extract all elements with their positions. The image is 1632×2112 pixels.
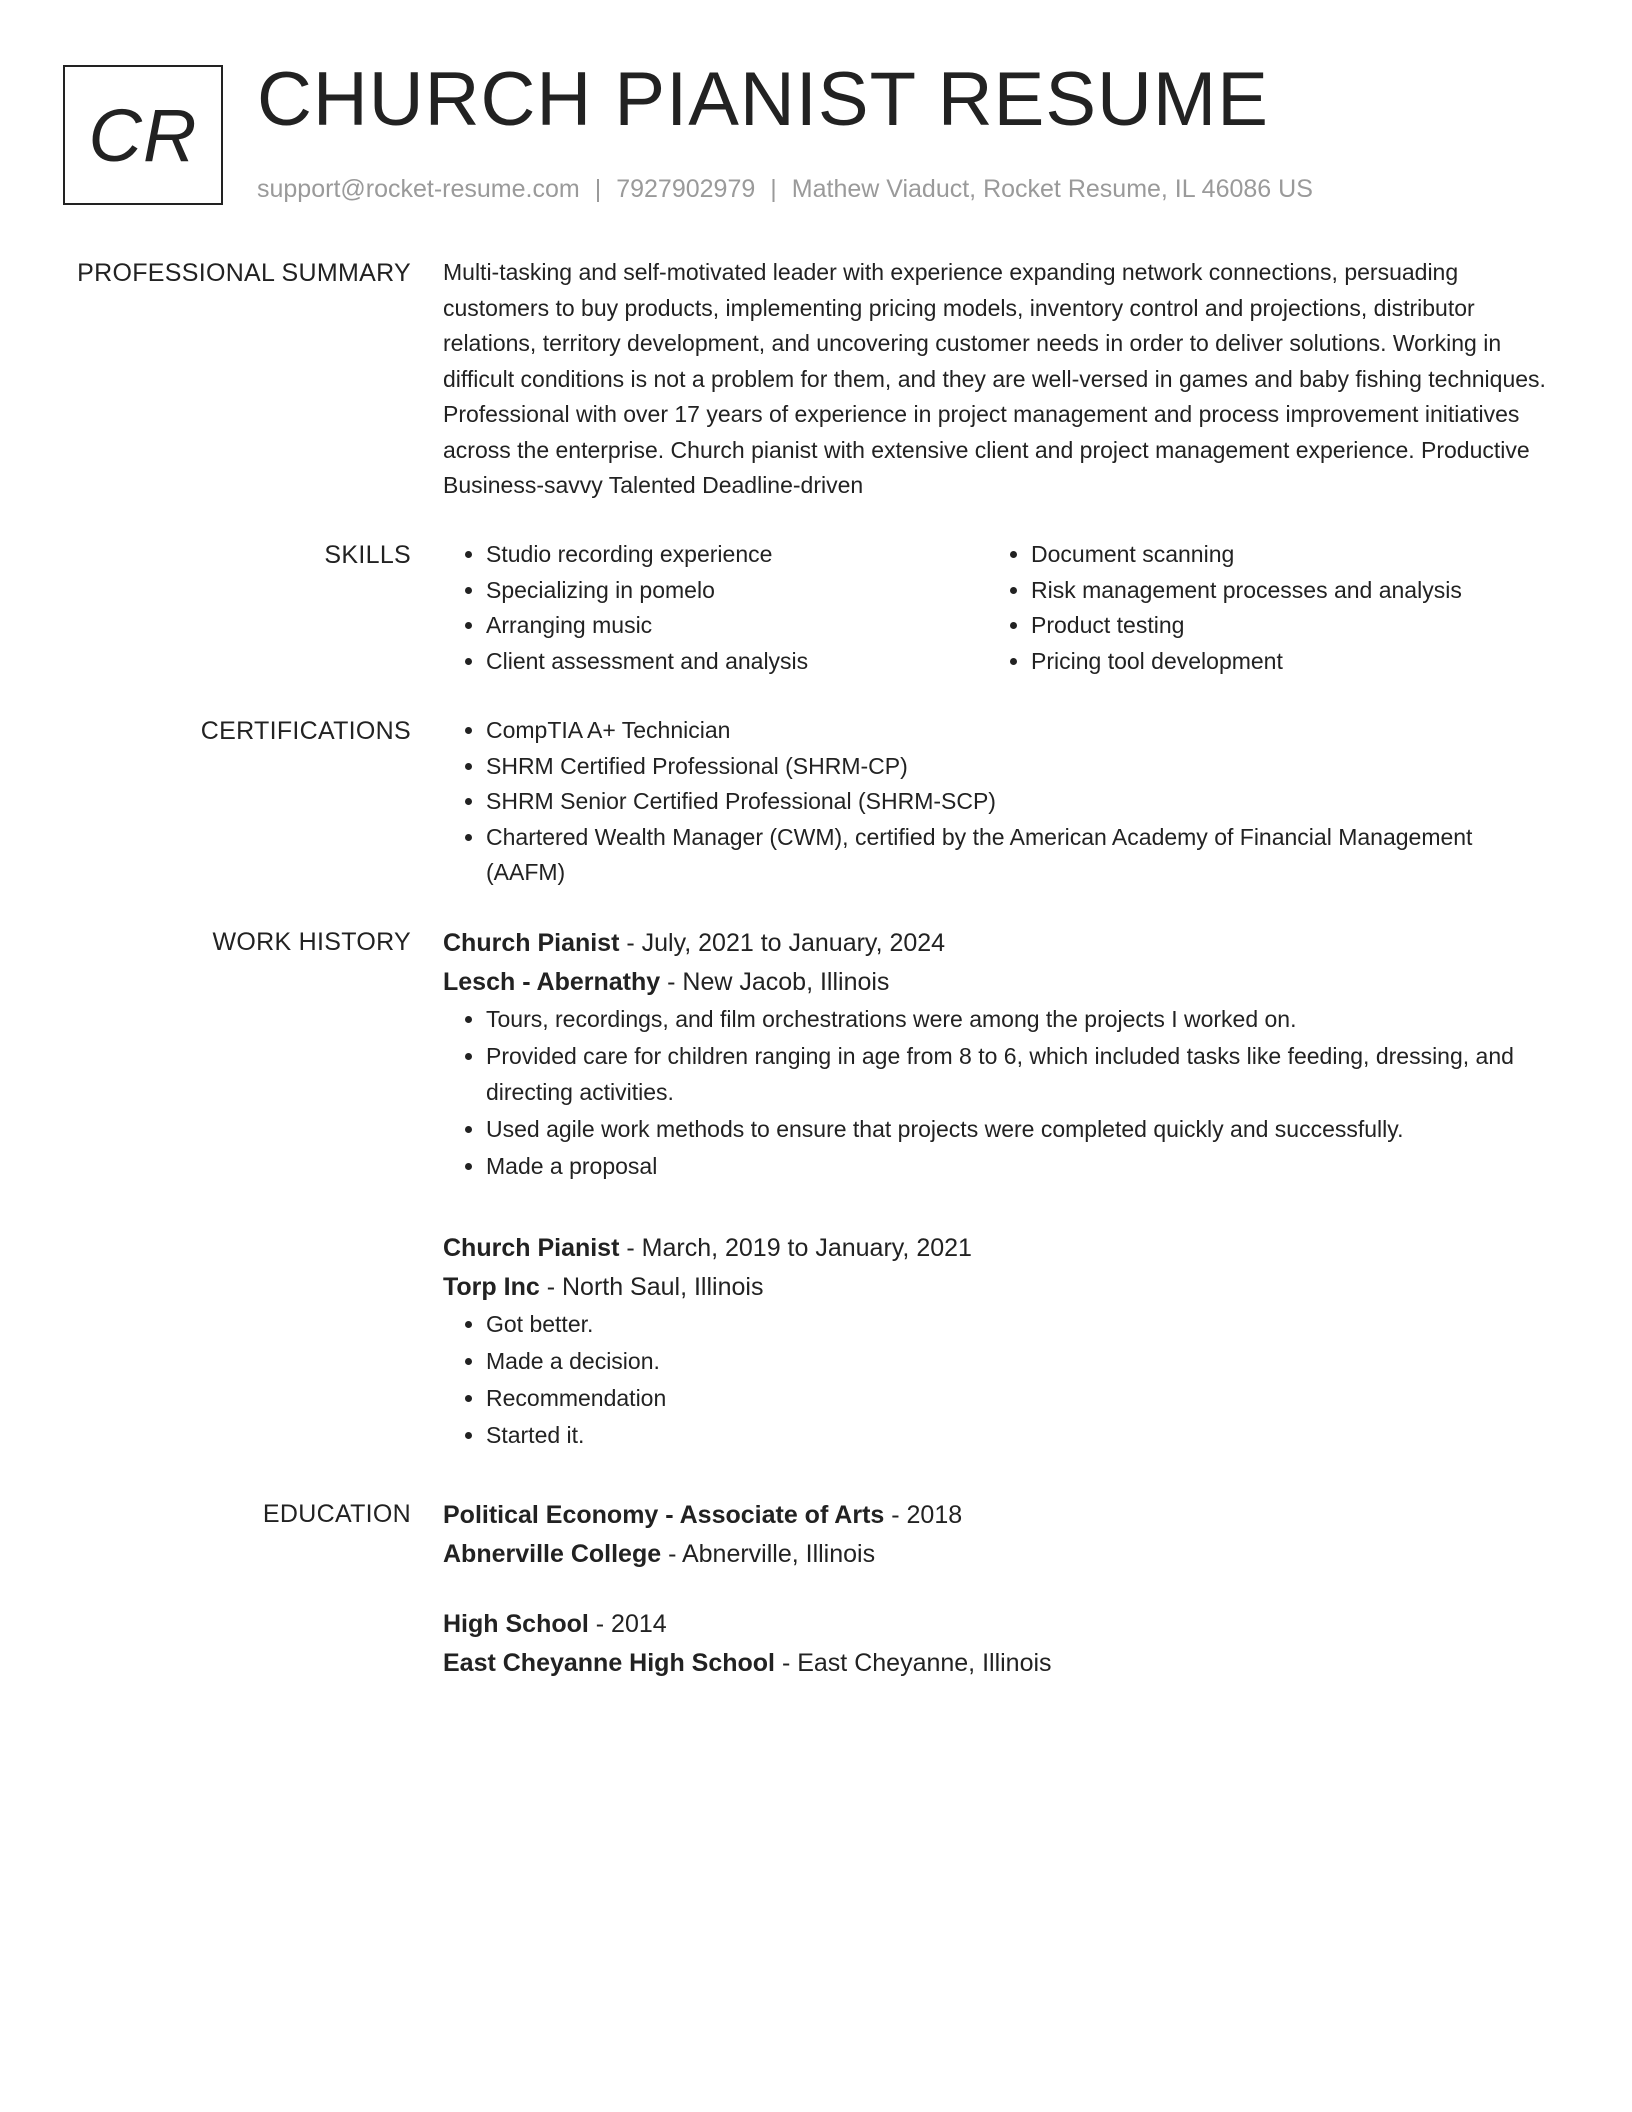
- skills-label: SKILLS: [324, 541, 411, 569]
- education-degree: Political Economy - Associate of Arts: [443, 1501, 885, 1529]
- skills-list: [443, 537, 1553, 679]
- contact-separator: |: [594, 175, 602, 203]
- contact-phone: 7927902979: [616, 175, 756, 203]
- summary-body: [443, 255, 1553, 504]
- skill-item: • Pricing tool development: [1031, 644, 1533, 680]
- education-school-line: [443, 1535, 1553, 1574]
- summary-text: Multi-tasking and self-motivated leader with experience expanding network connections, persuading customers to buy products, implementing pricing models, inventory control and projections, distributor relations, territory development, and uncovering customer needs in order to deliver solutions. Working in difficult conditions is not a problem for them, and they are well-versed in games and baby fishing techniques. Professional with over 17 years of experience in project management and process improvement initiatives across the enterprise. Church pianist with extensive client and project management experience. Productive Business-savvy Talented Deadline-driven: [443, 259, 1546, 498]
- education-location: - Abnerville, Illinois: [661, 1540, 876, 1568]
- contact-line: [257, 174, 1313, 204]
- job-title-line: [443, 924, 1553, 963]
- job-bullets: [443, 1307, 1553, 1454]
- job-entry: [443, 924, 1553, 1184]
- education-school-line: [443, 1644, 1553, 1683]
- education-year: - 2014: [588, 1610, 667, 1638]
- certification-item: • SHRM Senior Certified Professional (SHRM-SCP): [486, 784, 1553, 820]
- job-bullets: [443, 1002, 1553, 1184]
- education-degree-line: [443, 1605, 1553, 1644]
- skill-item: • Product testing: [1031, 608, 1533, 644]
- job-company: Lesch - Abernathy: [443, 968, 661, 996]
- monogram-initials: CR: [88, 93, 198, 177]
- skill-item: • Studio recording experience: [486, 537, 988, 573]
- contact-email: support@rocket-resume.com: [257, 175, 580, 203]
- job-company-line: [443, 963, 1553, 1002]
- job-bullet: • Provided care for children ranging in age from 8 to 6, which included tasks like feeding, dressing, and directing activities.: [486, 1039, 1553, 1110]
- job-location: - North Saul, Illinois: [539, 1273, 764, 1301]
- job-location: - New Jacob, Illinois: [660, 968, 890, 996]
- education-body: [443, 1496, 1553, 1574]
- education-body: [443, 1605, 1553, 1683]
- summary-label: PROFESSIONAL SUMMARY: [77, 259, 411, 287]
- certifications-label: CERTIFICATIONS: [200, 717, 411, 745]
- certification-item: • SHRM Certified Professional (SHRM-CP): [486, 749, 1553, 785]
- skill-item: • Specializing in pomelo: [486, 573, 988, 609]
- skills-column-right: [988, 537, 1533, 679]
- education-degree-line: [443, 1496, 1553, 1535]
- work-history-label: WORK HISTORY: [212, 928, 411, 956]
- education-label: EDUCATION: [262, 1500, 411, 1528]
- job-bullet: • Started it.: [486, 1418, 1553, 1454]
- education-school: East Cheyanne High School: [443, 1649, 776, 1677]
- job-company: Torp Inc: [443, 1273, 540, 1301]
- job-bullet: • Recommendation: [486, 1381, 1553, 1417]
- skills-column-left: [443, 537, 988, 679]
- contact-separator: |: [770, 175, 777, 203]
- job-entry: [443, 1229, 1553, 1454]
- resume-title: CHURCH PIANIST RESUME: [257, 57, 1269, 142]
- work-history-body: [443, 1229, 1553, 1455]
- job-company-line: [443, 1268, 1553, 1307]
- education-entry: [443, 1605, 1553, 1683]
- certification-item: • Chartered Wealth Manager (CWM), certified by the American Academy of Financial Management (AAFM): [486, 820, 1553, 891]
- certifications-list: [443, 713, 1553, 891]
- job-bullet: • Got better.: [486, 1307, 1553, 1343]
- job-dates: - March, 2019 to January, 2021: [619, 1234, 972, 1262]
- skill-item: • Document scanning: [1031, 537, 1533, 573]
- job-bullet: • Made a decision.: [486, 1344, 1553, 1380]
- job-title: Church Pianist: [443, 1234, 620, 1262]
- education-degree: High School: [443, 1610, 589, 1638]
- education-location: - East Cheyanne, Illinois: [775, 1649, 1052, 1677]
- job-bullet: • Tours, recordings, and film orchestrations were among the projects I worked on.: [486, 1002, 1553, 1038]
- job-bullet: • Made a proposal: [486, 1149, 1553, 1185]
- skill-item: • Risk management processes and analysis: [1031, 573, 1533, 609]
- job-title-line: [443, 1229, 1553, 1268]
- job-dates: - July, 2021 to January, 2024: [619, 929, 946, 957]
- work-history-body: [443, 924, 1553, 1186]
- skill-item: • Arranging music: [486, 608, 988, 644]
- monogram-box: [63, 65, 223, 205]
- education-entry: [443, 1496, 1553, 1574]
- job-title: Church Pianist: [443, 929, 620, 957]
- education-year: - 2018: [884, 1501, 963, 1529]
- education-school: Abnerville College: [443, 1540, 662, 1568]
- contact-address: Mathew Viaduct, Rocket Resume, IL 46086 US: [791, 175, 1313, 203]
- certification-item: • CompTIA A+ Technician: [486, 713, 1553, 749]
- job-bullet: • Used agile work methods to ensure that projects were completed quickly and successfully.: [486, 1112, 1553, 1148]
- skill-item: • Client assessment and analysis: [486, 644, 988, 680]
